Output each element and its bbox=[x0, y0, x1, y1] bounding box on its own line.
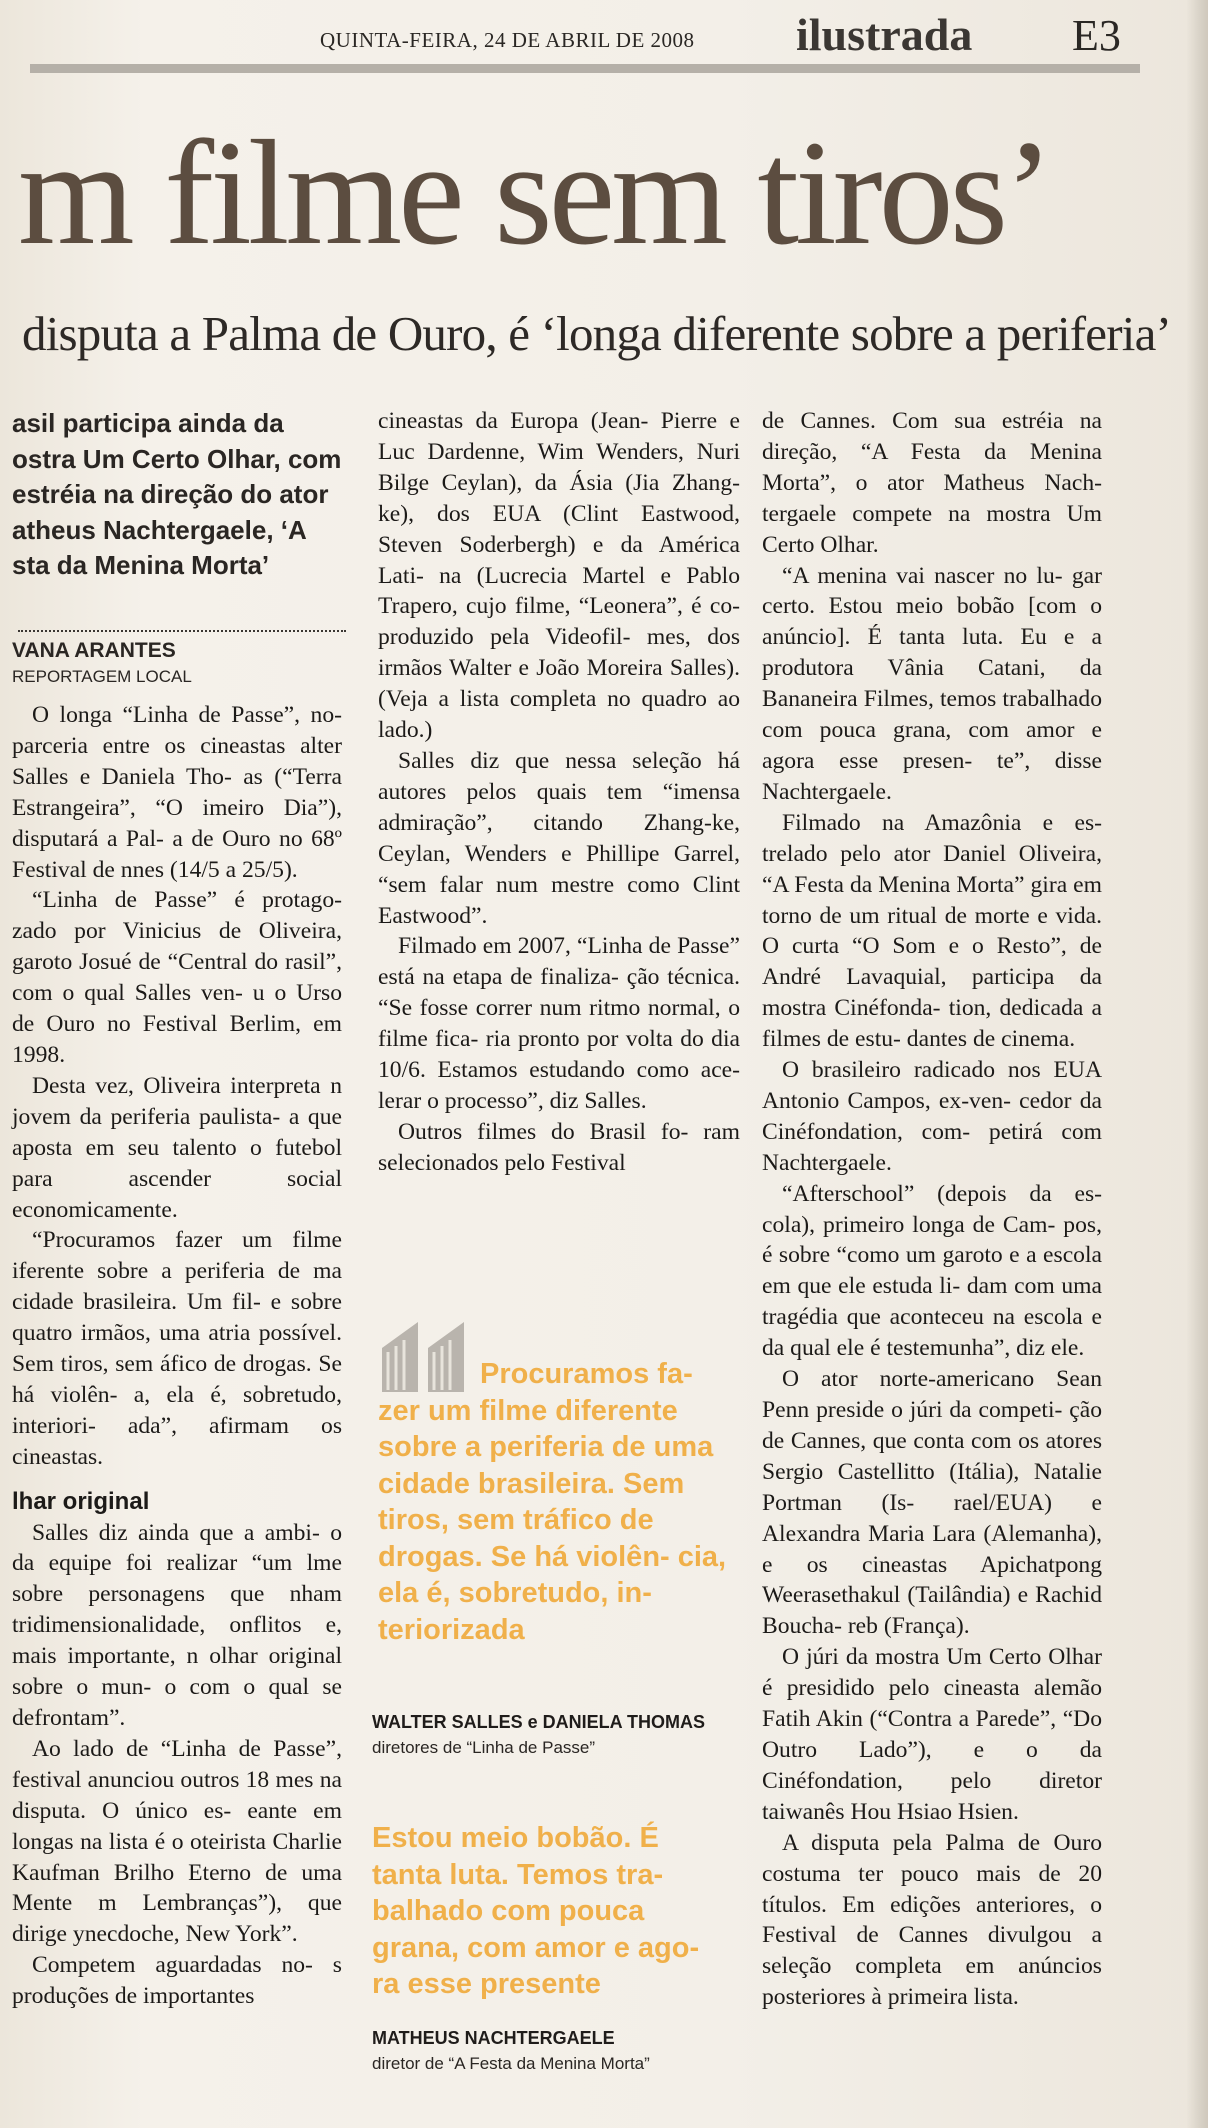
deck-line: sta da Menina Morta’ bbox=[12, 550, 270, 580]
paragraph: O longa “Linha de Passe”, no- parceria entre os cineastas alter Salles e Daniela Tho- as (“Terra Estrangeira”, “O imeiro Dia”), disputará a Pal- a de Ouro no 68º Festival de nnes (14/5 a 25/5). bbox=[12, 702, 342, 883]
deck-line: asil participa ainda da bbox=[12, 408, 284, 438]
header-date: QUINTA-FEIRA, 24 DE ABRIL DE 2008 bbox=[320, 28, 695, 52]
paragraph: Desta vez, Oliveira interpreta n jovem da periferia paulista- a que aposta em seu talento o futebol para ascender social economicamente. bbox=[12, 1072, 342, 1223]
pull-quote-text: Estou meio bobão. É tanta luta. Temos tra- balhado com pouca grana, com amor e ago- ra esse presente bbox=[372, 1822, 700, 2000]
deck-line: estréia na direção do ator bbox=[12, 479, 329, 509]
paragraph: Competem aguardadas no- s produções de importantes bbox=[12, 1952, 342, 2010]
paragraph: Salles diz que nessa seleção há autores pelos quais tem “imensa admiração”, citando Zhang-ke, Ceylan, Wenders e Phillipe Garrel, “sem falar num mestre como Clint Eastwood”. bbox=[378, 747, 740, 929]
attribution-role: diretor de “A Festa da Menina Morta” bbox=[372, 2054, 650, 2073]
attribution-name: MATHEUS NACHTERGAELE bbox=[372, 2028, 615, 2048]
paragraph: O ator norte-americano Sean Penn preside o júri da competi- ção de Cannes, que conta com os atores Sergio Castellitto (Itália), Natalie Portman (Is- rael/EUA) e Alexandra Maria Lara (Alemanha), e os cineastas Apichatpong Weerasethakul (Tailândia) e Rachid Boucha- reb (França). bbox=[762, 1366, 1102, 1640]
pull-quote-lead: Procuramos fa- bbox=[480, 1358, 693, 1390]
pull-quote-text: zer um filme diferente sobre a periferia de uma cidade brasileira. Sem tiros, sem tráfico de drogas. Se há violên- cia, ela é, sobretudo, in- teriorizada bbox=[378, 1394, 727, 1646]
page-edge-shadow bbox=[1186, 0, 1208, 2128]
article-column-2 bbox=[378, 406, 740, 1179]
attribution-role: diretores de “Linha de Passe” bbox=[372, 1738, 596, 1757]
article-subheadline: disputa a Palma de Ouro, é ‘longa diferente sobre a periferia’ bbox=[22, 306, 1172, 361]
article-deck bbox=[12, 406, 342, 584]
paragraph: A disputa pela Palma de Ouro costuma ter pouco mais de 20 títulos. Em edições anteriores, o Festival de Cannes divulgou a seleção completa em anúncios posteriores à primeira lista. bbox=[762, 1829, 1102, 2011]
pull-quote-2-attribution bbox=[372, 2026, 650, 2076]
pull-quote-1 bbox=[378, 1356, 738, 1648]
header-page-number: E3 bbox=[1072, 11, 1121, 60]
paragraph: cineastas da Europa (Jean- Pierre e Luc Dardenne, Wim Wenders, Nuri Bilge Ceylan), da Ásia (Jia Zhang-ke), dos EUA (Clint Eastwood, Steven Soderbergh) e da América Lati- na (Lucrecia Martel e Pablo Trapero, cujo filme, “Leonera”, é co-produzido pela Videofil- mes, dos irmãos Walter e João Moreira Salles). (Veja a lista completa no quadro ao lado.) bbox=[378, 408, 740, 744]
article-column-3 bbox=[762, 406, 1102, 2013]
paragraph: “Procuramos fazer um filme iferente sobre a periferia de ma cidade brasileira. Um fil- e sobre quatro irmãos, uma atria possível. Sem tiros, sem áfico de drogas. Se há violên- a, ela é, sobretudo, interiori- ada”, afirmam os cineastas. bbox=[12, 1227, 342, 1470]
article-column-1 bbox=[12, 700, 342, 2012]
paragraph: O brasileiro radicado nos EUA Antonio Campos, ex-ven- cedor da Cinéfondation, com- petirá com Nachtergaele. bbox=[762, 1057, 1102, 1176]
paragraph: de Cannes. Com sua estréia na direção, “A Festa da Menina Morta”, o ator Matheus Nach- tergaele compete na mostra Um Certo Olhar. bbox=[762, 408, 1102, 558]
paragraph: Salles diz ainda que a ambi- o da equipe foi realizar “um lme sobre personagens que nham tridimensionalidade, onflitos e, mais importante, n olhar original sobre o mun- o com o qual se defrontam”. bbox=[12, 1519, 342, 1731]
header-rule bbox=[30, 64, 1140, 73]
paragraph: “A menina vai nascer no lu- gar certo. Estou meio bobão [com o anúncio]. É tanta luta. Eu e a produtora Vânia Catani, da Bananeira Filmes, temos trabalhado com pouca grana, com amor e agora esse presen- te”, disse Nachtergaele. bbox=[762, 562, 1102, 805]
deck-line: ostra Um Certo Olhar, com bbox=[12, 443, 342, 474]
paragraph: Filmado em 2007, “Linha de Passe” está na etapa de finaliza- ção técnica. “Se fosse correr num ritmo normal, o filme fica- ria pronto por volta do dia 10/6. Estamos estudando como ace- lerar o processo”, diz Salles. bbox=[378, 933, 740, 1114]
paragraph: Filmado na Amazônia e es- trelado pelo ator Daniel Oliveira, “A Festa da Menina Morta” gira em torno de um ritual de morte e vida. O curta “O Som e o Resto”, de André Lavaquial, participa da mostra Cinéfonda- tion, dedicada a filmes de estu- dantes de cinema. bbox=[762, 809, 1102, 1053]
paragraph: O júri da mostra Um Certo Olhar é presidido pelo cineasta alemão Fatih Akin (“Contra a Parede”, “Do Outro Lado”), e o da Cinéfondation, pelo diretor taiwanês Hou Hsiao Hsien. bbox=[762, 1644, 1102, 1825]
pull-quote-2 bbox=[372, 1820, 732, 2003]
header-section-name: ilustrada bbox=[796, 9, 973, 60]
pull-quote-1-attribution bbox=[372, 1710, 705, 1760]
paragraph: Outros filmes do Brasil fo- ram selecionados pelo Festival bbox=[378, 1118, 740, 1176]
paragraph: “Linha de Passe” é protago- zado por Vinicius de Oliveira, garoto Josué de “Central do rasil”, com o qual Salles ven- u o Urso de Ouro no Festival Berlim, em 1998. bbox=[12, 887, 342, 1068]
article-headline: m filme sem tiros’ bbox=[18, 110, 1050, 276]
deck-line: atheus Nachtergaele, ‘A bbox=[12, 514, 307, 545]
section-subheading: lhar original bbox=[12, 1487, 150, 1515]
byline-role: REPORTAGEM LOCAL bbox=[12, 667, 192, 686]
paragraph: “Afterschool” (depois da es- cola), primeiro longa de Cam- pos, é sobre “como um garoto e a escola em que ele estuda li- dam com uma tragédia que aconteceu na escola e da qual ele é testemunha”, diz ele. bbox=[762, 1180, 1102, 1362]
byline bbox=[12, 638, 192, 690]
attribution-name: WALTER SALLES e DANIELA THOMAS bbox=[372, 1712, 705, 1732]
paragraph: Ao lado de “Linha de Passe”, festival anunciou outros 18 mes na disputa. O único es- eante em longas na lista é o oteirista Charlie Kaufman Brilho Eterno de uma Mente m Lembranças”), que dirige ynecdoche, New York”. bbox=[12, 1735, 342, 1948]
byline-author: VANA ARANTES bbox=[12, 639, 176, 662]
deck-divider bbox=[18, 630, 346, 632]
